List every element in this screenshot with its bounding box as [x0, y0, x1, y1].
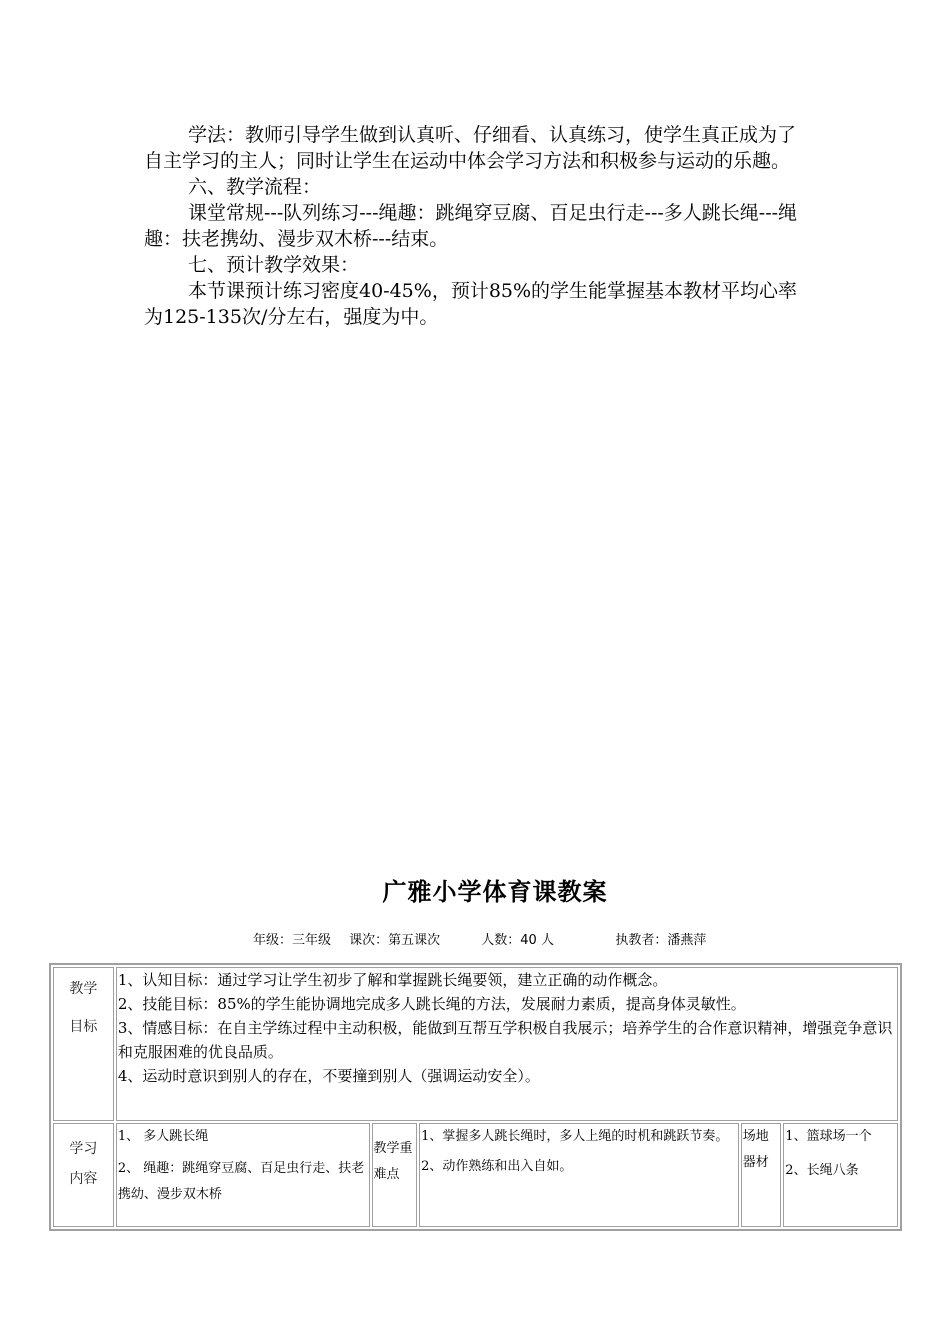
goal-skill: 2、技能目标：85%的学生能协调地完成多人跳长绳的方法，发展耐力素质，提高身体灵敏性。 [117, 995, 746, 1013]
content-label-cell [53, 1123, 114, 1227]
content-item-1: 1、 多人跳长绳 [117, 1129, 209, 1144]
goals-label-cell [53, 967, 114, 1121]
goal-cognitive: 1、认知目标：通过学习让学生初步了解和掌握跳长绳要领，建立正确的动作概念。 [117, 971, 668, 989]
study-method-paragraph: 学法：教师引导学生做到认真听、仔细看、认真练习，使学生真正成为了自主学习的主人；同时让学生在运动中体会学习方法和积极参与运动的乐趣。 [144, 124, 797, 172]
key-point-1: 1、掌握多人跳长绳时，多人上绳的时机和跳跃节奏。 [421, 1129, 729, 1144]
page-title: 广雅小学体育课教案 [382, 878, 608, 906]
content-cell [116, 1123, 370, 1227]
venue-label-cell: 场地器材 [741, 1123, 782, 1227]
content-label-a: 学习 [69, 1141, 98, 1157]
content-item-2: 2、 绳趣：跳绳穿豆腐、百足虫行走、扶老携幼、漫步双木桥 [117, 1161, 365, 1202]
venue-item-1: 1、篮球场一个 [785, 1129, 872, 1144]
content-row [53, 1123, 898, 1227]
goal-safety: 4、运动时意识到别人的存在，不要撞到别人（强调运动安全）。 [117, 1067, 540, 1085]
lesson-meta [253, 929, 706, 948]
grade-info: 年级：三年级 [253, 933, 332, 948]
lesson-plan-table [49, 963, 902, 1231]
content-label-b: 内容 [69, 1171, 98, 1187]
goals-label-b: 目标 [69, 1019, 98, 1035]
goal-emotion: 3、情感目标：在自主学练过程中主动积极，能做到互帮互学积极自我展示；培养学生的合作意识精神，增强竞争意识和克服困难的优良品质。 [117, 1019, 893, 1061]
key-point-2: 2、动作熟练和出入自如。 [421, 1159, 573, 1174]
key-label-cell: 教学重难点 [372, 1123, 418, 1227]
teacher-info: 执教者：潘燕萍 [615, 933, 707, 948]
venue-item-2: 2、长绳八条 [785, 1163, 859, 1178]
venue-cell [783, 1123, 898, 1227]
lesson-info: 课次：第五课次 [349, 933, 441, 948]
student-count: 人数：40 人 [481, 933, 554, 948]
goals-row [53, 967, 898, 1121]
expected-effect-paragraph: 本节课预计练习密度40-45%，预计85%的学生能掌握基本教材平均心率为125-135次/分左右，强度为中。 [144, 280, 798, 328]
teaching-process-heading: 六、教学流程： [188, 176, 322, 198]
key-points-cell [419, 1123, 739, 1227]
expected-effect-heading: 七、预计教学效果： [188, 254, 360, 276]
intro-section [144, 122, 809, 330]
goals-cell [116, 967, 898, 1121]
goals-label-a: 教学 [69, 981, 98, 997]
teaching-process-paragraph: 课堂常规---队列练习---绳趣：跳绳穿豆腐、百足虫行走---多人跳长绳---绳趣：扶老携幼、漫步双木桥---结束。 [144, 202, 798, 250]
